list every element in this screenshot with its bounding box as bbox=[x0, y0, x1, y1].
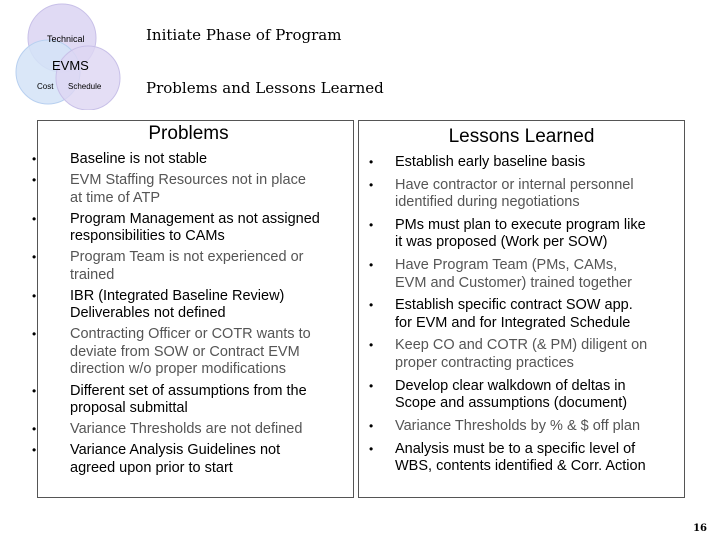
item-line: responsibilities to CAMs bbox=[70, 228, 225, 245]
logo-label-evms: EVMS bbox=[52, 58, 89, 73]
item-line: Keep CO and COTR (& PM) diligent on bbox=[395, 337, 648, 354]
item-line: identified during negotiations bbox=[395, 194, 580, 211]
item-line: agreed upon prior to start bbox=[70, 459, 233, 476]
bullet-icon: • bbox=[32, 152, 37, 166]
item-line: Different set of assumptions from the bbox=[70, 382, 307, 399]
item-line: WBS, contents identified & Corr. Action bbox=[395, 458, 646, 474]
list-item bbox=[369, 257, 683, 292]
lessons-heading: Lessons Learned bbox=[448, 126, 595, 147]
problems-heading: Problems bbox=[148, 123, 229, 144]
circle-schedule bbox=[56, 46, 120, 110]
page-subtitle: Problems and Lessons Learned bbox=[146, 79, 384, 97]
lessons-panel bbox=[358, 120, 685, 498]
item-line: Have Program Team (PMs, CAMs, bbox=[395, 257, 618, 274]
item-line: PMs must plan to execute program like bbox=[395, 216, 646, 233]
page-number: 16 bbox=[693, 523, 707, 534]
item-line: direction w/o proper modifications bbox=[70, 361, 286, 378]
bullet-icon: • bbox=[369, 338, 374, 353]
item-line: Scope and assumptions (document) bbox=[395, 395, 628, 412]
item-line: Variance Analysis Guidelines not bbox=[70, 442, 281, 459]
list-item bbox=[32, 151, 352, 169]
item-line: proposal submittal bbox=[70, 400, 188, 417]
item-line: Baseline is not stable bbox=[70, 151, 208, 167]
list-item bbox=[32, 326, 352, 379]
item-line: Develop clear walkdown of deltas in bbox=[395, 377, 626, 394]
item-line: Establish early baseline basis bbox=[395, 154, 586, 170]
item-line: EVM and Customer) trained together bbox=[395, 274, 632, 291]
item-line: Program Management as not assigned bbox=[70, 210, 320, 227]
item-line: Variance Thresholds are not defined bbox=[70, 421, 303, 438]
item-line: it was proposed (Work per SOW) bbox=[395, 234, 608, 251]
item-line: deviate from SOW or Contract EVM bbox=[70, 343, 300, 360]
bullet-icon: • bbox=[32, 422, 37, 437]
item-line: EVM Staffing Resources not in place bbox=[70, 172, 306, 189]
logo-label-technical: Technical bbox=[47, 34, 85, 44]
item-line: Establish specific contract SOW app. bbox=[395, 297, 633, 314]
bullet-icon: • bbox=[369, 155, 374, 169]
list-item bbox=[32, 421, 352, 439]
item-line: Analysis must be to a specific level of bbox=[395, 440, 636, 457]
bullet-icon: • bbox=[369, 258, 374, 273]
bullet-icon: • bbox=[369, 441, 374, 456]
list-item bbox=[32, 172, 352, 207]
item-line: trained bbox=[70, 266, 115, 283]
list-item bbox=[32, 287, 352, 323]
bullet-icon: • bbox=[32, 250, 37, 265]
item-line: proper contracting practices bbox=[395, 354, 574, 371]
problems-panel bbox=[32, 120, 354, 498]
bullet-icon: • bbox=[32, 443, 37, 458]
item-line: Have contractor or internal personnel bbox=[395, 176, 634, 193]
bullet-icon: • bbox=[369, 418, 374, 433]
list-item bbox=[32, 210, 352, 246]
list-item bbox=[369, 377, 683, 413]
bullet-icon: • bbox=[369, 298, 374, 313]
bullet-icon: • bbox=[369, 217, 374, 232]
venn-circles bbox=[0, 0, 130, 110]
list-item bbox=[369, 440, 683, 476]
bullet-icon: • bbox=[32, 173, 37, 188]
lessons-list bbox=[369, 154, 683, 476]
item-line: Variance Thresholds by % & $ off plan bbox=[395, 417, 641, 434]
item-line: at time of ATP bbox=[70, 189, 160, 206]
list-item bbox=[369, 216, 683, 252]
list-item bbox=[32, 382, 352, 418]
item-line: IBR (Integrated Baseline Review) bbox=[70, 287, 285, 304]
item-line: Deliverables not defined bbox=[70, 305, 226, 322]
problems-list bbox=[32, 151, 352, 477]
evms-logo bbox=[0, 0, 130, 110]
list-item bbox=[32, 249, 352, 284]
bullet-icon: • bbox=[32, 327, 37, 342]
list-item bbox=[369, 297, 683, 332]
bullet-icon: • bbox=[369, 378, 374, 393]
item-line: Contracting Officer or COTR wants to bbox=[70, 326, 311, 343]
bullet-icon: • bbox=[32, 383, 37, 398]
logo-label-cost: Cost bbox=[37, 82, 54, 91]
list-item bbox=[369, 417, 683, 436]
list-item bbox=[369, 154, 683, 172]
list-item bbox=[369, 337, 683, 372]
item-line: Program Team is not experienced or bbox=[70, 249, 304, 266]
page-title: Initiate Phase of Program bbox=[146, 26, 342, 44]
list-item bbox=[32, 442, 352, 477]
bullet-icon: • bbox=[32, 211, 37, 226]
item-line: for EVM and for Integrated Schedule bbox=[395, 314, 631, 331]
list-item bbox=[369, 176, 683, 212]
logo-label-schedule: Schedule bbox=[68, 82, 102, 91]
bullet-icon: • bbox=[369, 177, 374, 192]
bullet-icon: • bbox=[32, 288, 37, 303]
